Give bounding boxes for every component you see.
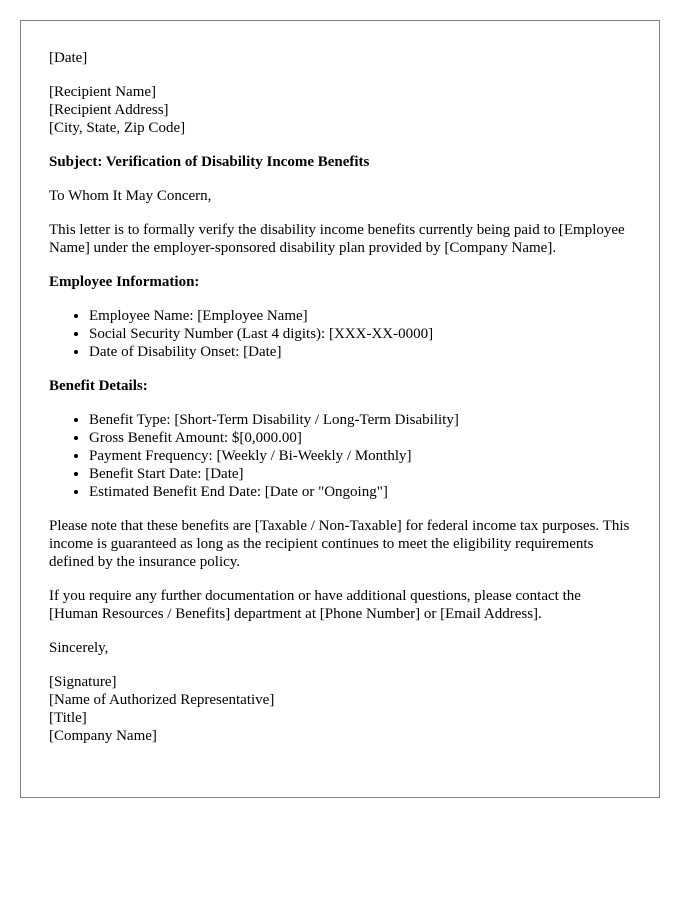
list-item: • Benefit Start Date: [Date] [89,465,631,483]
recipient-city-state-zip: [City, State, Zip Code] [49,120,186,136]
list-item: • Gross Benefit Amount: $[0,000.00] [89,429,631,447]
signature-block [49,673,631,745]
letter-salutation: To Whom It May Concern, [49,188,212,204]
benefit-details-list [49,411,631,501]
list-item: • Social Security Number (Last 4 digits): [XXX-XX-0000] [89,325,631,343]
company-name: [Company Name] [49,728,157,744]
benefit-details-heading: Benefit Details: [49,378,148,394]
tax-note-paragraph: Please note that these benefits are [Taxable / Non-Taxable] for federal income tax purposes. This income is guaranteed as long as the recipient continues to meet the eligibility requirements defined by the insurance policy. [49,518,630,570]
contact-note-paragraph: If you require any further documentation or have additional questions, please contact the [Human Resources / Benefits] department at [Phone Number] or [Email Address]. [49,588,581,622]
intro-paragraph: This letter is to formally verify the disability income benefits currently being paid to [Employee Name] under the employer-sponsored disability plan provided by [Company Name]. [49,222,625,256]
letter-page [20,20,660,798]
list-item: • Payment Frequency: [Weekly / Bi-Weekly / Monthly] [89,447,631,465]
recipient-address: [Recipient Address] [49,102,169,118]
recipient-address-block [49,83,631,137]
list-item: • Estimated Benefit End Date: [Date or "Ongoing"] [89,483,631,501]
representative-name: [Name of Authorized Representative] [49,692,275,708]
letter-date: [Date] [49,50,88,66]
recipient-name: [Recipient Name] [49,84,157,100]
employee-info-heading: Employee Information: [49,274,200,290]
employee-info-list [49,307,631,361]
representative-title: [Title] [49,710,87,726]
letter-subject: Subject: Verification of Disability Income Benefits [49,154,370,170]
list-item: • Date of Disability Onset: [Date] [89,343,631,361]
signature-line: [Signature] [49,674,117,690]
letter-closing: Sincerely, [49,640,109,656]
list-item: • Employee Name: [Employee Name] [89,307,631,325]
list-item: • Benefit Type: [Short-Term Disability / Long-Term Disability] [89,411,631,429]
